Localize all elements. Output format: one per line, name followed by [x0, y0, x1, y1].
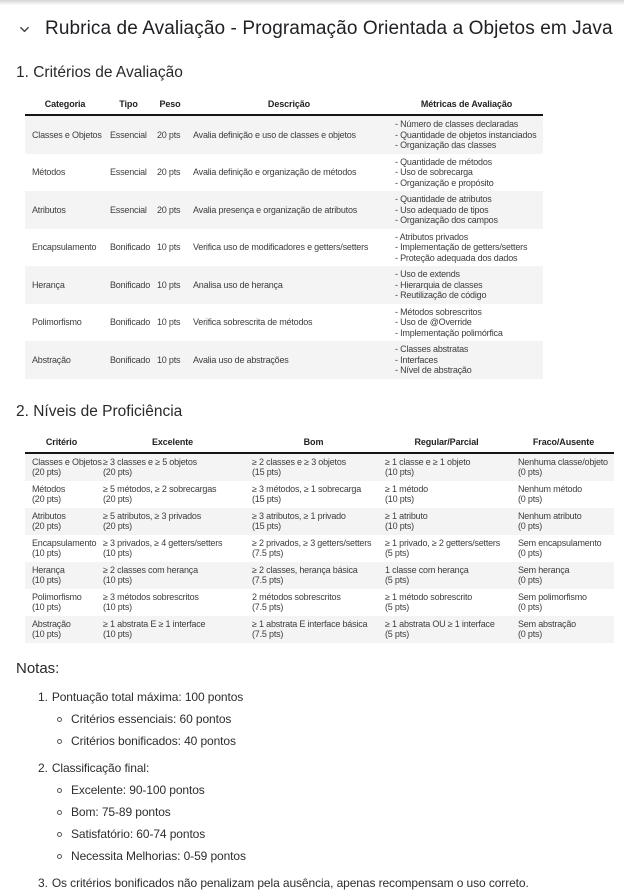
tipo-cell: Bonificado — [110, 354, 151, 365]
criterio-cell: Métodos (20 pts) — [32, 483, 66, 504]
list-item — [38, 761, 614, 775]
proficiency-table — [25, 433, 614, 643]
list-item-text: Critérios bonificados: 40 pontos — [71, 733, 236, 748]
col-header-descricao: Descrição — [188, 95, 390, 115]
excelente-cell: ≥ 3 privados, ≥ 4 getters/setters (10 pts) — [103, 537, 223, 558]
circle-bullet-icon — [57, 810, 62, 815]
excelente-cell: ≥ 1 abstrata E ≥ 1 interface (10 pts) — [103, 618, 206, 639]
metricas-cell: - Uso de extends - Hierarquia de classes - Reutilização de código — [395, 269, 487, 300]
col-header-criterio: Critério — [25, 433, 98, 453]
excelente-cell: ≥ 3 classes e ≥ 5 objetos (20 pts) — [103, 456, 197, 477]
list-item — [38, 690, 614, 704]
list-item-text: Satisfatório: 60-74 pontos — [71, 826, 206, 841]
regular-cell: ≥ 1 método sobrescrito (5 pts) — [385, 591, 473, 612]
bom-cell: ≥ 3 métodos, ≥ 1 sobrecarga (15 pts) — [252, 483, 362, 504]
table-row — [25, 191, 543, 229]
fraco-cell: Nenhum método (0 pts) — [518, 483, 582, 504]
chevron-down-icon[interactable] — [14, 19, 34, 39]
rubric-document — [0, 5, 624, 890]
categoria-cell: Polimorfismo — [32, 317, 82, 327]
section1-heading: 1. Critérios de Avaliação — [16, 64, 183, 81]
page-title: Rubrica de Avaliação - Programação Orientada a Objetos em Java — [45, 18, 613, 39]
excelente-cell: ≥ 2 classes com herança (10 pts) — [103, 564, 198, 585]
criteria-table-header-row — [25, 95, 543, 115]
descricao-cell: Analisa uso de herança — [193, 279, 283, 290]
col-header-fraco: Fraco/Ausente — [513, 433, 614, 453]
peso-cell: 10 pts — [157, 279, 181, 290]
categoria-cell: Herança — [32, 279, 65, 290]
notes-heading: Notas: — [16, 659, 60, 677]
regular-cell: ≥ 1 classe e ≥ 1 objeto (10 pts) — [385, 456, 471, 477]
peso-cell: 10 pts — [157, 317, 181, 327]
criterio-cell: Abstração (10 pts) — [32, 618, 71, 639]
metricas-cell: - Atributos privados - Implementação de getters/setters - Proteção adequada dos dados — [395, 231, 528, 263]
table-row — [25, 341, 543, 379]
circle-bullet-icon — [57, 739, 62, 744]
circle-bullet-icon — [57, 854, 62, 859]
regular-cell: ≥ 1 privado, ≥ 2 getters/setters (5 pts) — [385, 537, 501, 558]
tipo-cell: Bonificado — [110, 317, 151, 327]
categoria-cell: Classes e Objetos — [32, 129, 102, 140]
table-row — [25, 481, 614, 508]
tipo-cell: Essencial — [110, 167, 147, 177]
table-row — [25, 589, 614, 616]
bom-cell: ≥ 1 abstrata E interface básica (7.5 pts) — [252, 618, 368, 639]
excelente-cell: ≥ 5 métodos, ≥ 2 sobrecargas (20 pts) — [103, 483, 217, 504]
peso-cell: 10 pts — [157, 354, 181, 365]
list-item — [57, 735, 614, 748]
col-header-excelente: Excelente — [98, 433, 247, 453]
list-item — [57, 784, 614, 797]
table-row — [25, 535, 614, 562]
table-row — [25, 562, 614, 589]
bom-cell: ≥ 2 privados, ≥ 3 getters/setters (7.5 pts) — [252, 537, 372, 558]
fraco-cell: Sem abstração (0 pts) — [518, 618, 576, 639]
list-item-text: Critérios essenciais: 60 pontos — [71, 711, 232, 726]
metricas-cell: - Quantidade de atributos - Uso adequado de tipos - Organização dos campos — [395, 194, 498, 225]
tipo-cell: Bonificado — [110, 242, 151, 252]
criterio-cell: Herança (10 pts) — [32, 564, 65, 585]
col-header-categoria: Categoria — [25, 95, 105, 115]
peso-cell: 10 pts — [157, 242, 181, 252]
fraco-cell: Nenhuma classe/objeto (0 pts) — [518, 456, 608, 477]
bom-cell: 2 métodos sobrescritos (7.5 pts) — [252, 591, 341, 612]
col-header-regular: Regular/Parcial — [380, 433, 513, 453]
regular-cell: ≥ 1 abstrata OU ≥ 1 interface (5 pts) — [385, 618, 495, 639]
regular-cell: ≥ 1 atributo (10 pts) — [385, 510, 428, 531]
criterio-cell: Polimorfismo (10 pts) — [32, 591, 82, 612]
criterio-cell: Atributos (20 pts) — [32, 510, 66, 531]
list-item-text: Classificação final: — [51, 760, 150, 775]
regular-cell: 1 classe com herança (5 pts) — [385, 564, 469, 585]
fraco-cell: Sem herança (0 pts) — [518, 564, 570, 585]
proficiency-table-header-row — [25, 433, 614, 453]
metricas-cell: - Quantidade de métodos - Uso de sobrecarga - Organização e propósito — [395, 156, 494, 188]
table-row — [25, 266, 543, 304]
table-row — [25, 154, 543, 192]
col-header-bom: Bom — [247, 433, 380, 453]
bom-cell: ≥ 2 classes, herança básica (7.5 pts) — [252, 564, 358, 585]
circle-bullet-icon — [57, 717, 62, 722]
descricao-cell: Avalia uso de abstrações — [193, 354, 289, 365]
metricas-cell: - Métodos sobrescritos - Uso de @Override - Implementação polimórfica — [395, 306, 503, 338]
table-row — [25, 115, 543, 154]
bom-cell: ≥ 3 atributos, ≥ 1 privado (15 pts) — [252, 510, 346, 531]
tipo-cell: Essencial — [110, 204, 147, 215]
criteria-table — [25, 95, 543, 379]
descricao-cell: Verifica uso de modificadores e getters/setters — [193, 242, 369, 252]
tipo-cell: Bonificado — [110, 279, 151, 290]
list-item — [57, 850, 614, 863]
criterio-cell: Encapsulamento (10 pts) — [32, 537, 97, 558]
categoria-cell: Abstração — [32, 354, 71, 365]
list-item-text: Necessita Melhorias: 0-59 pontos — [71, 848, 246, 863]
categoria-cell: Atributos — [32, 204, 66, 215]
metricas-cell: - Número de classes declaradas - Quantidade de objetos instanciados - Organização das classes — [395, 119, 537, 150]
list-item-text: Os critérios bonificados não penalizam pela ausência, apenas recompensam o uso correto. — [51, 875, 529, 890]
descricao-cell: Avalia definição e organização de métodos — [193, 167, 357, 177]
regular-cell: ≥ 1 método (10 pts) — [385, 483, 428, 504]
list-item — [57, 828, 614, 841]
list-item-number: 2. — [38, 760, 48, 775]
list-item — [57, 806, 614, 819]
peso-cell: 20 pts — [157, 204, 181, 215]
list-item — [57, 713, 614, 726]
bom-cell: ≥ 2 classes e ≥ 3 objetos (15 pts) — [252, 456, 346, 477]
circle-bullet-icon — [57, 832, 62, 837]
title-row — [14, 18, 614, 40]
col-header-metricas: Métricas de Avaliação — [390, 95, 543, 115]
descricao-cell: Avalia definição e uso de classes e objetos — [193, 129, 356, 140]
categoria-cell: Métodos — [32, 167, 66, 177]
table-row — [25, 229, 543, 267]
table-row — [25, 304, 543, 342]
sub-list — [57, 784, 614, 863]
notes-list — [38, 690, 614, 890]
excelente-cell: ≥ 3 métodos sobrescritos (10 pts) — [103, 591, 199, 612]
list-item-text: Pontuação total máxima: 100 pontos — [51, 689, 244, 704]
descricao-cell: Verifica sobrescrita de métodos — [193, 317, 313, 327]
table-row — [25, 453, 614, 481]
list-item-text: Excelente: 90-100 pontos — [71, 782, 205, 797]
peso-cell: 20 pts — [157, 129, 181, 140]
list-item-number: 1. — [38, 689, 48, 704]
col-header-tipo: Tipo — [105, 95, 152, 115]
categoria-cell: Encapsulamento — [32, 242, 97, 252]
circle-bullet-icon — [57, 788, 62, 793]
list-item-number: 3. — [38, 875, 48, 890]
sub-list — [57, 713, 614, 748]
peso-cell: 20 pts — [157, 167, 181, 177]
fraco-cell: Nenhum atributo (0 pts) — [518, 510, 582, 531]
list-item — [38, 876, 614, 890]
table-row — [25, 508, 614, 535]
criterio-cell: Classes e Objetos (20 pts) — [32, 456, 102, 477]
table-row — [25, 616, 614, 643]
descricao-cell: Avalia presença e organização de atributos — [193, 204, 358, 215]
col-header-peso: Peso — [152, 95, 188, 115]
section2-heading: 2. Níveis de Proficiência — [16, 402, 183, 420]
excelente-cell: ≥ 5 atributos, ≥ 3 privados (20 pts) — [103, 510, 202, 531]
metricas-cell: - Classes abstratas - Interfaces - Nível de abstração — [395, 344, 472, 375]
tipo-cell: Essencial — [110, 129, 147, 140]
fraco-cell: Sem encapsulamento (0 pts) — [518, 537, 602, 558]
list-item-text: Bom: 75-89 pontos — [71, 804, 171, 819]
fraco-cell: Sem polimorfismo (0 pts) — [518, 591, 587, 612]
